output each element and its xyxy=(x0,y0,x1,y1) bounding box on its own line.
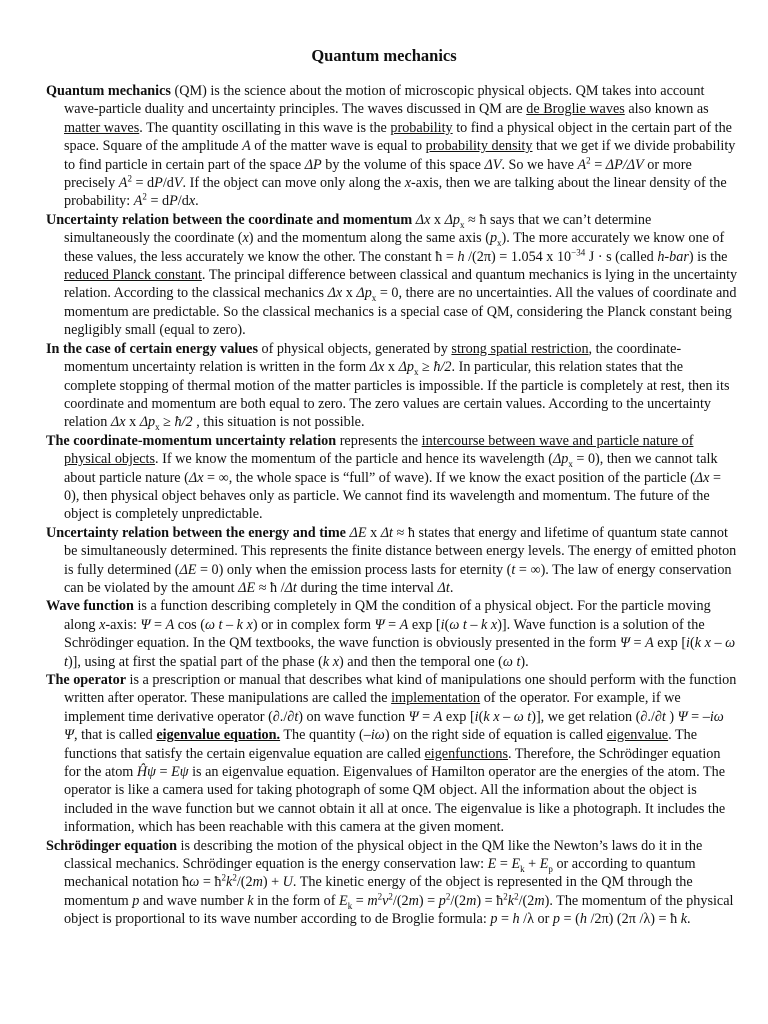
text-run: = ∞, the whole space is “full” of wave). If we know the exact position of the particle ( xyxy=(203,469,695,486)
math-symbol: Δt xyxy=(437,579,450,596)
text-run: by the volume of this space xyxy=(321,156,485,173)
text-run: – xyxy=(499,708,514,725)
paragraph-heading: The operator xyxy=(46,672,126,688)
math-symbol: ΔP xyxy=(304,156,322,173)
text-run: . If the object can move only along the xyxy=(182,175,405,192)
subscript: x xyxy=(413,366,419,377)
math-symbol: k x xyxy=(483,708,500,725)
text-run: is an eigenvalue equation. Eigenvalues of Hamilton operator are the energies of the atom. The operator is like a camera used for taking photograph of some QM object. All the information about the object is included in the wave function but we cannot obtain it all at once. The eigenvalue is like a photograph. It includes the information, which has been reachable with this camera at the given moment. xyxy=(64,764,726,836)
paragraph xyxy=(46,211,738,340)
text-run: to find a physical object in the certain part of the space. Square of the amplitude xyxy=(64,119,732,155)
math-symbol: Δp xyxy=(398,359,414,376)
math-symbol: E xyxy=(339,892,348,909)
math-symbol: m xyxy=(367,892,378,909)
text-run: ≥ xyxy=(418,359,434,376)
superscript: 2 xyxy=(514,891,519,902)
text-run: ) or in complex form xyxy=(252,616,375,633)
paragraph xyxy=(46,524,738,598)
math-symbol: V xyxy=(173,175,183,192)
text-run: of the matter wave is equal to xyxy=(250,138,426,155)
math-symbol: k xyxy=(680,911,688,928)
paragraph-heading: Uncertainty relation between the coordinate and momentum xyxy=(46,211,413,228)
text-run: ≈ ħ says that we can’t determine simultaneously the coordinate ( xyxy=(64,211,652,247)
math-symbol: m xyxy=(408,892,419,909)
subscript: x xyxy=(497,238,502,249)
text-run: = ( xyxy=(559,911,580,928)
text-run: = – xyxy=(687,708,710,725)
text-run: . If we know the momentum of the particle and hence its wavelength ( xyxy=(155,451,553,468)
math-symbol: h xyxy=(579,911,587,928)
math-symbol: Ψ xyxy=(619,635,630,652)
text-run: ) on the right side of equation is called xyxy=(384,727,607,744)
math-symbol: x xyxy=(242,230,249,247)
math-symbol: E xyxy=(487,856,497,873)
math-symbol: ΔE xyxy=(179,561,197,578)
superscript: −34 xyxy=(571,246,586,257)
subscript: x xyxy=(371,293,377,304)
text-run: = xyxy=(150,616,166,633)
text-run: = ħ xyxy=(199,874,222,891)
text-run: ) = xyxy=(418,892,439,909)
text-run: /d xyxy=(177,193,189,210)
text-run: – xyxy=(710,635,726,652)
text-run: in the form of xyxy=(253,892,340,909)
math-symbol: ω t xyxy=(449,616,467,633)
math-symbol: i xyxy=(686,635,690,652)
text-run: is a function describing completely in QM the condition of a physical object. For the particle moving along xyxy=(64,598,711,633)
superscript: 2 xyxy=(377,891,383,902)
math-symbol: h-bar xyxy=(657,248,689,265)
text-run: /(2 xyxy=(518,892,535,909)
underlined-term: intercourse between wave and particle nature of physical objects xyxy=(64,432,694,468)
subscript: x xyxy=(155,422,160,433)
math-symbol: h xyxy=(457,248,465,265)
text-run: . The functions that satisfy the certain eigenvalue equation are called xyxy=(64,727,698,762)
math-symbol: Δx xyxy=(110,414,126,431)
math-symbol: Δx xyxy=(327,285,343,302)
text-run: – xyxy=(222,616,237,633)
math-symbol: k xyxy=(226,874,233,891)
paragraph-heading: Wave function xyxy=(46,598,134,615)
text-run: /d xyxy=(162,175,174,192)
math-symbol: Ψ xyxy=(374,616,385,633)
math-symbol: p xyxy=(490,911,498,928)
text-run: = xyxy=(629,635,646,652)
math-symbol: E xyxy=(539,856,549,873)
superscript: 2 xyxy=(142,191,147,202)
math-symbol: p xyxy=(438,892,446,909)
text-run: = 0), then physical object behaves only as particle. We cannot find its wavelength and momentum. The future of the object is completely unpredictable. xyxy=(64,469,721,523)
math-symbol: t xyxy=(294,708,299,725)
text-run: = xyxy=(590,156,606,173)
text-run: ). The more accurately we know one of these values, the less accurately we know the other. The constant ħ = xyxy=(64,230,725,265)
math-symbol: p xyxy=(489,230,498,247)
math-symbol: Δp xyxy=(139,414,156,431)
math-symbol: Ψ xyxy=(408,708,419,725)
text-run: also known as xyxy=(624,101,709,118)
math-symbol: ω t xyxy=(204,616,223,633)
text-run: and wave number xyxy=(139,892,248,909)
text-run: . Therefore, the Schrödinger equation for the atom xyxy=(64,745,721,781)
paragraph-heading: Schrödinger equation xyxy=(46,837,177,854)
text-run: = xyxy=(384,616,400,633)
text-run: x xyxy=(384,359,399,376)
math-symbol: Δp xyxy=(444,211,460,228)
math-symbol: Δp xyxy=(356,285,372,302)
text-run: = xyxy=(496,856,512,873)
text-run: or according to quantum mechanical notation ħ xyxy=(64,856,696,891)
paragraph-heading: Quantum mechanics xyxy=(46,83,171,99)
math-symbol: Δx xyxy=(694,469,710,486)
math-symbol: ħ/2 xyxy=(174,414,193,431)
text-run: + xyxy=(524,856,540,873)
text-run: x xyxy=(366,524,381,541)
text-run: ). The momentum of the physical object is proportional to its wave number according to de Broglie formula: xyxy=(64,892,734,928)
text-run: -axis, then we are talking about the linear density of the probability: xyxy=(64,175,727,210)
math-symbol: ΔV xyxy=(484,156,502,173)
math-symbol: ω t xyxy=(513,708,532,725)
text-run: ) and the momentum along the same axis ( xyxy=(248,230,490,247)
math-symbol: A xyxy=(399,616,409,633)
math-symbol: ω xyxy=(189,874,200,891)
text-run: /(2π) = 1.054 x 10 xyxy=(464,248,572,265)
underlined-term: matter waves xyxy=(64,119,140,136)
text-run: , that is called xyxy=(73,727,157,744)
text-run: /(2 xyxy=(392,892,409,909)
math-symbol: m xyxy=(466,892,477,909)
text-run: /(2 xyxy=(450,892,467,909)
text-run: or more precisely xyxy=(64,156,692,192)
math-symbol: Δx xyxy=(188,469,204,486)
paragraph xyxy=(46,340,738,432)
text-run: exp [ xyxy=(442,708,475,725)
text-run: . In particular, this relation states that the complete stopping of thermal motion of the matter particles is impossible. If the particle is completely at rest, then its coordinate and momentum are both equal to zero. The zero values are certain values. According to the uncertainty relation xyxy=(64,359,730,431)
text-run: . xyxy=(449,579,454,596)
math-symbol: k x xyxy=(694,635,711,652)
math-symbol: A xyxy=(433,708,443,725)
text-run: ) + xyxy=(262,874,283,891)
math-symbol: A xyxy=(118,175,128,192)
math-symbol: A xyxy=(133,193,143,210)
text-run: . The principal difference between classical and quantum mechanics is lying in the uncertainty relation. According to the classical mechanics xyxy=(64,267,738,302)
text-run: ). xyxy=(520,653,529,670)
text-run: = xyxy=(497,911,513,928)
math-symbol: P xyxy=(154,175,163,192)
text-run: = 0) only when the emission process lasts for eternity ( xyxy=(196,561,512,578)
underlined-term: strong spatial restriction xyxy=(451,340,589,357)
math-symbol: Ĥψ xyxy=(136,764,156,781)
text-run: )]. Wave function is a solution of the Schrödinger equation. In the QM textbooks, the wave function is obviously presented in the form xyxy=(64,616,705,652)
math-symbol: k xyxy=(507,892,515,909)
subscript: k xyxy=(520,863,525,874)
paragraph xyxy=(46,82,738,211)
text-run: = d xyxy=(146,193,170,210)
underlined-term: implementation xyxy=(391,690,481,707)
text-run: The quantity (– xyxy=(280,727,371,744)
math-symbol: Eψ xyxy=(171,764,189,781)
text-run: cos ( xyxy=(174,616,205,633)
text-run: . xyxy=(195,193,199,210)
math-symbol: ω t xyxy=(64,635,736,670)
math-symbol: x xyxy=(188,193,196,210)
paragraph xyxy=(46,837,738,929)
text-run: ≥ xyxy=(159,414,175,431)
math-symbol: ΔE xyxy=(349,524,367,541)
text-run: /λ or xyxy=(519,911,553,928)
text-run: ( xyxy=(478,708,484,725)
math-symbol: A xyxy=(577,156,587,173)
math-symbol: x xyxy=(99,616,106,633)
superscript: 2 xyxy=(127,173,132,184)
math-symbol: E xyxy=(511,856,521,873)
underlined-term: reduced Planck constant xyxy=(64,267,202,284)
underlined-term: de Broglie waves xyxy=(526,101,625,118)
paragraph xyxy=(46,432,738,524)
superscript: 2 xyxy=(388,891,393,902)
text-run: ≈ ħ states that energy and lifetime of quantum state cannot be simultaneously determined. This represents the finite distance between energy levels. The energy of emitted photon is fully determined ( xyxy=(64,524,737,578)
math-symbol: h xyxy=(512,911,520,928)
text-run: of the operator. For example, if we implement time derivative operator (∂./∂ xyxy=(64,690,681,725)
math-symbol: k xyxy=(247,892,254,909)
math-symbol: p xyxy=(132,892,140,909)
text-run: J · s (called xyxy=(585,248,658,265)
subscript: x xyxy=(568,458,573,469)
subscript: x xyxy=(459,219,465,230)
math-symbol: iω xyxy=(370,727,385,744)
math-symbol: ω t xyxy=(502,653,521,670)
math-symbol: t xyxy=(511,561,516,578)
text-run: is a prescription or manual that describes what kind of manipulations one should perform with the function written after operator. These manipulations are called the xyxy=(64,672,737,707)
text-run: exp [ xyxy=(408,616,441,633)
text-run: ) xyxy=(665,708,678,725)
subscript: p xyxy=(548,863,553,874)
text-run: -axis: xyxy=(105,616,141,633)
text-run: is describing the motion of the physical object in the QM like the Newton’s laws do it in the classical mechanics. Schrödinger equation is the energy conservation law: xyxy=(64,837,703,873)
math-symbol: x xyxy=(404,175,412,192)
text-run: = 0), then we cannot talk about particle nature ( xyxy=(64,451,718,486)
math-symbol: ΔP/ΔV xyxy=(605,156,644,173)
document-body xyxy=(46,82,738,929)
math-symbol: Δx xyxy=(369,359,385,376)
document-title: Quantum mechanics xyxy=(311,46,457,65)
math-symbol: p xyxy=(552,911,560,928)
text-run: . The quantity oscillating in this wave is the xyxy=(139,119,391,136)
math-symbol: ħ/2 xyxy=(433,359,452,376)
math-symbol: i xyxy=(440,616,445,633)
math-symbol: k x xyxy=(481,616,498,633)
text-run: during the time interval xyxy=(296,579,438,596)
superscript: 2 xyxy=(586,154,591,165)
math-symbol: A xyxy=(242,138,251,155)
text-run: . The kinetic energy of the object is represented in the QM through the momentum xyxy=(64,874,693,909)
text-run: ) = ħ xyxy=(476,892,504,909)
text-run: , this situation is not possible. xyxy=(192,414,365,431)
math-symbol: A xyxy=(165,616,175,633)
math-symbol: iω Ψ xyxy=(64,708,724,744)
text-run: ) on wave function xyxy=(298,708,409,725)
text-run: ( xyxy=(444,616,450,633)
text-run: = xyxy=(418,708,434,725)
math-symbol: Δt xyxy=(380,524,393,541)
math-symbol: k x xyxy=(322,653,340,670)
math-symbol: A xyxy=(645,635,654,652)
superscript: 2 xyxy=(232,872,237,883)
superscript: 2 xyxy=(503,891,508,902)
superscript: 2 xyxy=(221,872,227,883)
math-symbol: ΔE xyxy=(238,579,256,596)
underlined-term: probability xyxy=(390,119,453,136)
math-symbol: U xyxy=(282,874,293,891)
text-run: /(2 xyxy=(236,874,253,891)
text-run: . xyxy=(687,911,691,928)
text-run: of physical objects, generated by xyxy=(257,340,452,357)
underlined-term: probability density xyxy=(425,138,533,155)
math-symbol: P xyxy=(169,193,178,210)
math-symbol: i xyxy=(474,708,479,725)
text-run: (QM) is the science about the motion of microscopic physical objects. QM takes into account wave-particle duality and uncertainty principles. The waves discussed in QM are xyxy=(64,83,705,118)
math-symbol: Ψ xyxy=(140,616,151,633)
text-run: = xyxy=(155,764,172,781)
text-run: represents the xyxy=(336,432,422,449)
math-symbol: m xyxy=(252,874,263,891)
text-run: )], we get relation (∂./∂ xyxy=(531,708,662,725)
text-run: )], using at first the spatial part of the phase ( xyxy=(67,653,323,670)
paragraph-heading: The coordinate-momentum uncertainty relation xyxy=(46,432,337,449)
text-run: /2π) (2π /λ) = ħ xyxy=(586,911,681,928)
math-symbol: Δt xyxy=(284,579,297,596)
paragraph-heading: In the case of certain energy values xyxy=(46,340,258,357)
underlined-term: eigenvalue equation. xyxy=(156,727,281,744)
math-symbol: Δp xyxy=(552,451,569,468)
text-run: x xyxy=(125,414,140,431)
text-run: – xyxy=(466,616,482,633)
underlined-term: eigenvalue xyxy=(606,727,669,744)
text-run: x xyxy=(430,211,445,228)
text-run: ) and then the temporal one ( xyxy=(339,653,503,670)
subscript: k xyxy=(347,900,353,911)
text-run: ) is the xyxy=(688,248,728,265)
math-symbol: Ψ xyxy=(677,708,688,725)
underlined-term: eigenfunctions xyxy=(424,745,508,762)
text-run: exp [ xyxy=(653,635,687,652)
text-run: = 0, there are no uncertainties. All the values of coordinate and momentum are predictable. So the classical mechanics is a special case of QM, considering the Planck constant being negligibly small (equal to zero). xyxy=(64,285,737,339)
text-run: = ∞). The law of energy conservation can be violated by the amount xyxy=(64,561,732,596)
text-run: that we get if we divide probability to find particle in certain part of the space xyxy=(64,138,736,173)
math-symbol: Δx xyxy=(415,211,431,228)
math-symbol: v xyxy=(382,892,389,909)
text-run: , the coordinate-momentum uncertainty relation is written in the form xyxy=(64,340,682,376)
math-symbol: m xyxy=(534,892,545,909)
paragraph-heading: Uncertainty relation between the energy and time xyxy=(46,524,346,541)
math-symbol: t xyxy=(661,708,666,725)
paragraph xyxy=(46,597,738,671)
text-run: ≈ ħ / xyxy=(255,579,285,596)
text-run: . So we have xyxy=(501,156,578,173)
text-run: x xyxy=(342,285,357,302)
superscript: 2 xyxy=(445,891,451,902)
text-run: = xyxy=(352,892,368,909)
text-run: ( xyxy=(690,635,695,652)
math-symbol: k x xyxy=(236,616,253,633)
text-run: = d xyxy=(131,175,155,192)
paragraph xyxy=(46,671,738,837)
